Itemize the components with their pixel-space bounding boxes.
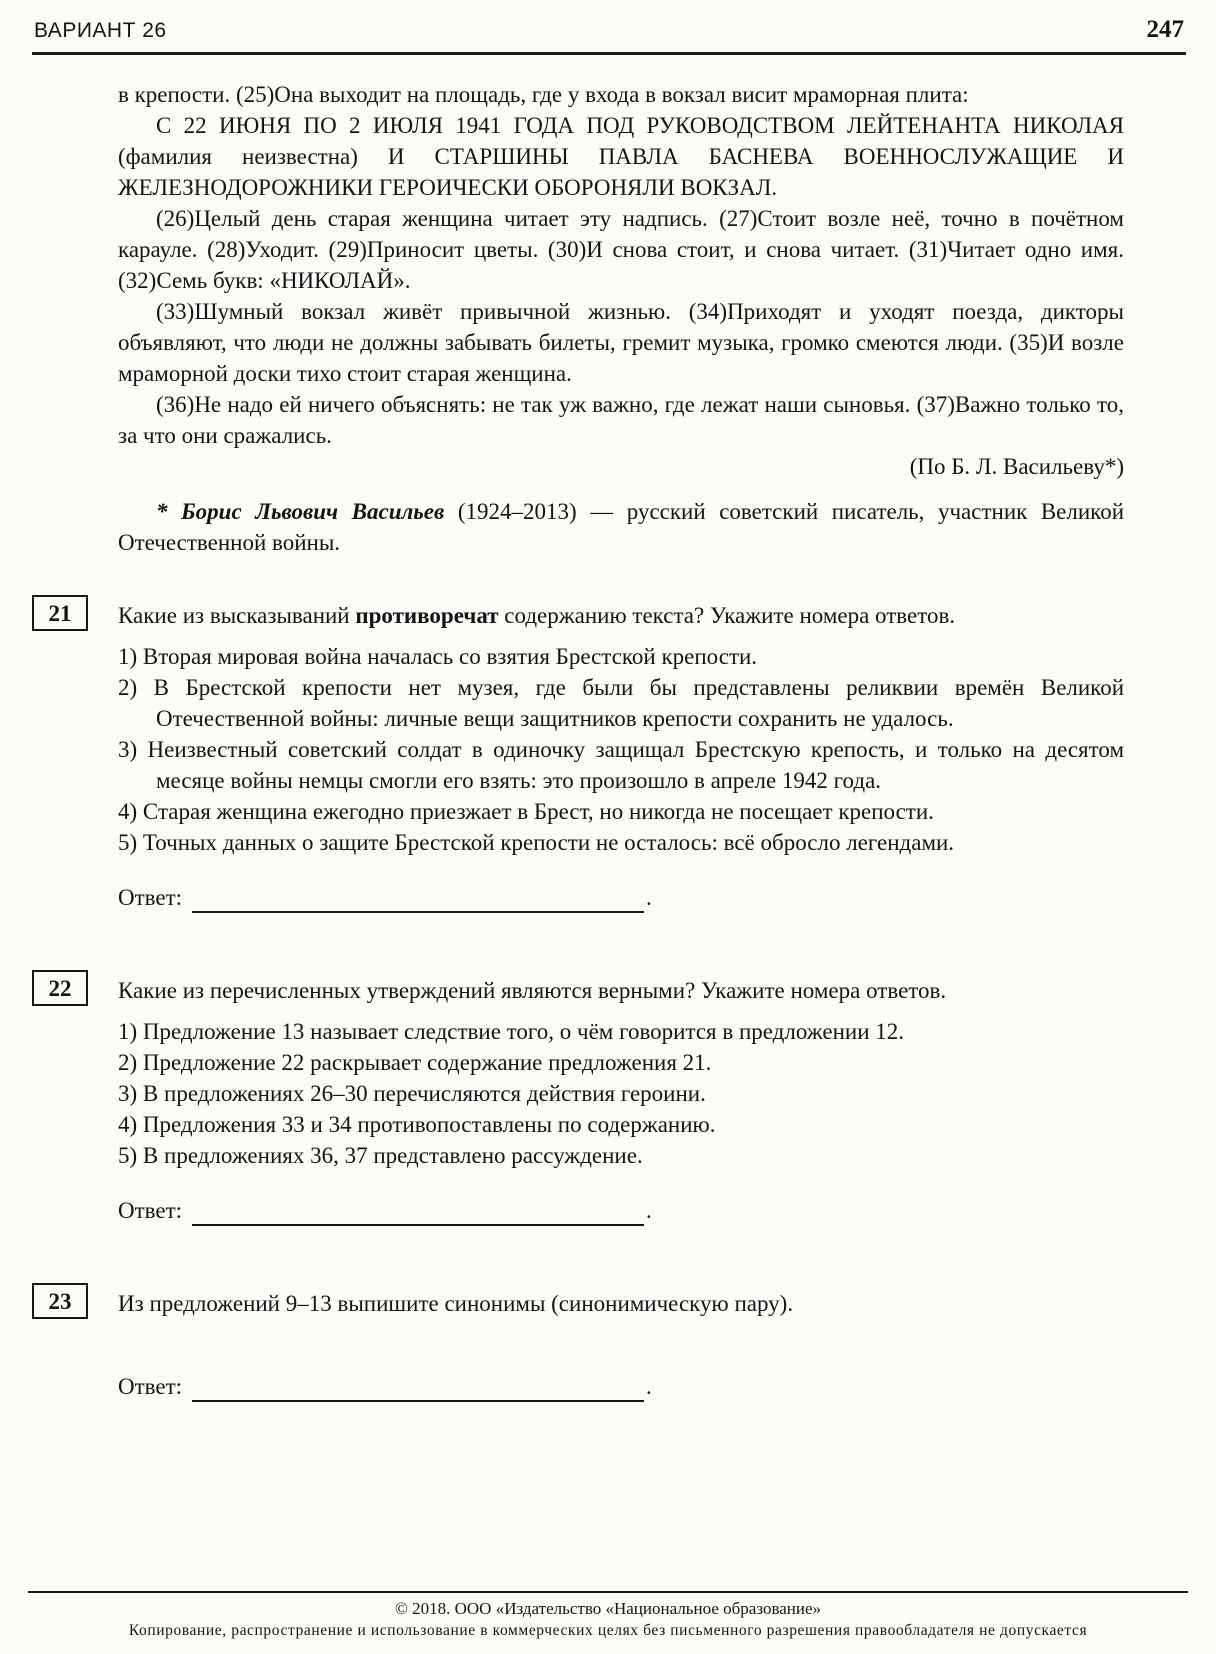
answer-dot: . — [646, 1198, 652, 1223]
task-23-question: Из предложений 9–13 выпишите синонимы (синонимическую пару). — [118, 1291, 794, 1316]
option-number: 1) — [118, 644, 138, 669]
task-21-options — [118, 641, 1124, 858]
paragraph-26: (26)Целый день старая женщина читает эту надпись. (27)Стоит возле неё, точно в почётном карауле. (28)Уходит. (29)Приносит цветы. (30)И снова стоит, и снова читает. (31)Читает одно имя. (32)Семь букв: «НИКОЛАЙ». — [118, 206, 1124, 293]
page-footer — [0, 1591, 1216, 1640]
task-22-options — [118, 1016, 1124, 1171]
footnote-author-rest: (1924–2013) — русский советский писатель, участник Великой Отечественной войны. — [118, 499, 1124, 555]
option-number: 3) — [118, 1081, 138, 1106]
option-number: 3) — [118, 737, 138, 762]
option-text: Предложение 13 называет следствие того, о чём говорится в предложении 12. — [142, 1019, 905, 1044]
answer-label: Ответ: — [118, 1198, 183, 1223]
variant-label: ВАРИАНТ 26 — [34, 19, 167, 42]
option-number: 4) — [118, 799, 138, 824]
task-22-number: 22 — [48, 975, 72, 1001]
option-text: Вторая мировая война началась со взятия Брестской крепости. — [142, 644, 758, 669]
option-number: 2) — [118, 1050, 138, 1075]
answer-label: Ответ: — [118, 1374, 183, 1399]
task-21-answer-row — [118, 882, 1124, 913]
answer-blank-line[interactable] — [192, 1202, 644, 1226]
answer-dot: . — [646, 885, 652, 910]
option-item — [118, 1016, 1124, 1047]
option-text: Точных данных о защите Брестской крепости не осталось: всё обросло легендами. — [142, 830, 955, 855]
option-item — [118, 827, 1124, 858]
option-text: В предложениях 36, 37 представлено рассуждение. — [142, 1143, 643, 1168]
author-footnote — [118, 496, 1124, 558]
option-item — [118, 1078, 1124, 1109]
task-23-answer-row — [118, 1371, 1124, 1402]
option-item — [118, 1109, 1124, 1140]
option-number: 1) — [118, 1019, 138, 1044]
option-text: В предложениях 26–30 перечисляются действия героини. — [142, 1081, 706, 1106]
option-number: 2) — [118, 675, 138, 700]
task-22-question: Какие из перечисленных утверждений являются верными? Укажите номера ответов. — [118, 978, 947, 1003]
answer-blank-line[interactable] — [192, 1378, 644, 1402]
option-number: 5) — [118, 830, 138, 855]
task-21-number-box — [32, 595, 88, 631]
plaque-text: С 22 ИЮНЯ ПО 2 ИЮЛЯ 1941 ГОДА ПОД РУКОВОДСТВОМ ЛЕЙТЕНАНТА НИКОЛАЯ (фамилия неизвестна) И СТАРШИНЫ ПАВЛА БАСНЕВА ВОЕННОСЛУЖАЩИЕ И ЖЕЛЕЗНОДОРОЖНИКИ ГЕРОИЧЕСКИ ОБОРОНЯЛИ ВОКЗАЛ. — [118, 113, 1124, 200]
option-text: Неизвестный советский солдат в одиночку защищал Брестскую крепость, и только на десятом месяце войны немцы смогли его взять: это произошло в апреле 1942 года. — [147, 737, 1125, 793]
option-text: Старая женщина ежегодно приезжает в Брест, но никогда не посещает крепости. — [142, 799, 934, 824]
option-text: В Брестской крепости нет музея, где были бы представлены реликвии времён Великой Отечественной войны: личные вещи защитников крепости сохранить не удалось. — [153, 675, 1125, 731]
page-header — [0, 0, 1216, 44]
page-content — [0, 55, 1216, 1402]
option-number: 4) — [118, 1112, 138, 1137]
task-21-question-prefix: Какие из высказываний — [118, 603, 356, 628]
option-text: Предложение 22 раскрывает содержание предложения 21. — [142, 1050, 712, 1075]
paragraph-continuation: в крепости. (25)Она выходит на площадь, где у входа в вокзал висит мраморная плита: — [118, 82, 969, 107]
attribution: (По Б. Л. Васильеву*) — [909, 454, 1124, 479]
page-number: 247 — [1146, 16, 1184, 43]
footer-rule — [28, 1591, 1188, 1593]
option-item — [118, 1047, 1124, 1078]
task-22-answer-row — [118, 1195, 1124, 1226]
answer-label: Ответ: — [118, 885, 183, 910]
task-22-number-box — [32, 970, 88, 1006]
paragraph-33: (33)Шумный вокзал живёт привычной жизнью. (34)Приходят и уходят поезда, дикторы объявляют, что люди не должны забывать билеты, гремит музыка, громко смеются люди. (35)И возле мраморной доски тихо стоит старая женщина. — [118, 299, 1124, 386]
option-text: Предложения 33 и 34 противопоставлены по содержанию. — [142, 1112, 716, 1137]
option-item — [118, 734, 1124, 796]
option-item — [118, 1140, 1124, 1171]
task-21-question — [118, 600, 1124, 631]
option-number: 5) — [118, 1143, 138, 1168]
task-21-question-suffix: содержанию текста? Укажите номера ответов. — [498, 603, 956, 628]
option-item — [118, 641, 1124, 672]
task-21-number: 21 — [48, 600, 72, 626]
task-22 — [48, 975, 1124, 1226]
task-23-number: 23 — [48, 1288, 72, 1314]
paragraph-36: (36)Не надо ей ничего объяснять: не так уж важно, где лежат наши сыновья. (37)Важно только то, за что они сражались. — [118, 392, 1124, 448]
task-23-number-box — [32, 1283, 88, 1319]
copyright-line: © 2018. ООО «Издательство «Национальное образование» — [394, 1599, 822, 1618]
answer-blank-line[interactable] — [192, 889, 644, 913]
task-21-question-bold: противоречат — [355, 603, 499, 628]
task-23 — [48, 1288, 1124, 1402]
answer-dot: . — [646, 1374, 652, 1399]
option-item — [118, 672, 1124, 734]
footnote-author-name: * Борис Львович Васильев — [156, 499, 445, 524]
option-item — [118, 796, 1124, 827]
task-21 — [48, 600, 1125, 913]
usage-notice: Копирование, распространение и использование в коммерческих целях без письменного разрешения правообладателя не допускается — [128, 1622, 1088, 1639]
